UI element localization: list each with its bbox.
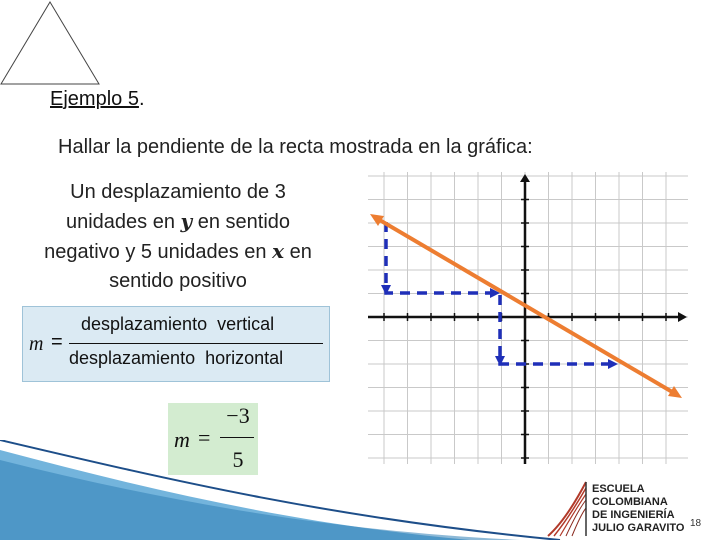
logo-line-1: ESCUELA [592,483,645,495]
result-equals: = [198,425,211,450]
result-numerator: −3 [226,403,250,428]
problem-statement: Hallar la pendiente de la recta mostrada en la gráfica: [58,136,533,158]
displacement-steps [381,222,618,369]
y-axis-arrow [520,174,530,182]
formula-numerator: desplazamiento vertical [81,314,275,334]
displacement-description [30,178,326,296]
desc-var-y: y [180,209,193,233]
result-denominator: 5 [232,447,244,472]
formula-equals: = [51,331,63,353]
formula-denominator: desplazamiento horizontal [69,348,284,368]
logo-line-2: COLOMBIANA [592,496,668,508]
example-title-label: Ejemplo 5 [50,88,139,110]
logo-line-3: DE INGENIERÍA [592,509,675,521]
formula-lhs: m [29,333,44,355]
desc-part2: en sentido negativo y 5 unidades en [44,211,291,263]
logo-emblem-icon [546,480,590,538]
triangle-decoration [0,0,104,90]
result-lhs: m [174,427,190,452]
graph-axes [368,174,687,464]
example-title [50,88,145,111]
page-number: 18 [690,518,702,529]
fraction-bar [69,343,323,344]
x-axis-arrow [678,312,687,322]
desc-var-x: x [272,239,285,263]
desc-part1: Un desplazamiento de 3 unidades en [65,181,286,233]
institution-logo-text [592,483,685,535]
slope-formula-general [22,306,330,382]
coordinate-graph [368,172,688,464]
example-title-punct: . [138,88,145,110]
desc-part3: en sentido positivo [109,241,312,292]
logo-line-4: JULIO GARAVITO [592,522,685,534]
result-fraction-bar [220,437,254,438]
